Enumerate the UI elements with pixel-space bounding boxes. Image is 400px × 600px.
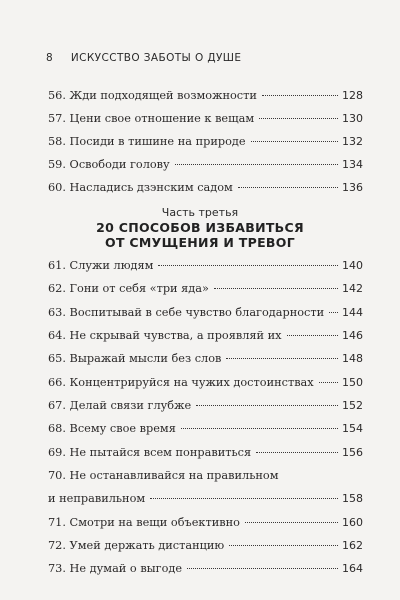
dot-leader <box>175 164 338 165</box>
toc-entry-page: 128 <box>342 89 363 102</box>
dot-leader <box>158 265 338 266</box>
running-title: ИСКУССТВО ЗАБОТЫ О ДУШЕ <box>70 52 242 64</box>
toc-entry <box>48 352 363 375</box>
toc-entry-title: 69. Не пытайся всем понравиться <box>48 445 252 459</box>
dot-leader <box>226 358 338 359</box>
dot-leader <box>214 288 338 289</box>
dot-leader <box>287 335 338 336</box>
toc-entry-title: 64. Не скрывай чувства, а проявляй их <box>48 329 282 343</box>
page-number: 8 <box>46 52 54 64</box>
toc-entry <box>48 181 363 204</box>
toc-entry-title: 59. Освободи голову <box>48 158 170 171</box>
toc-entry <box>48 469 363 492</box>
toc-entry <box>48 112 363 135</box>
dot-leader <box>245 522 338 523</box>
toc-entry <box>48 376 363 399</box>
dot-leader <box>187 568 338 569</box>
toc-entry <box>48 516 363 539</box>
dot-leader <box>329 312 338 313</box>
toc-entry-title: 68. Всему свое время <box>48 422 176 436</box>
part-title-line-2: ОТ СМУЩЕНИЯ И ТРЕВОГ <box>105 235 295 250</box>
dot-leader <box>262 95 338 96</box>
toc-entry-page: 154 <box>342 422 363 436</box>
toc-entry <box>48 259 363 282</box>
toc-entry-page: 136 <box>342 181 363 194</box>
toc-entry-page: 140 <box>342 259 363 272</box>
toc-entry-page: 150 <box>342 375 363 389</box>
dot-leader <box>150 498 338 499</box>
toc-entry-page: 130 <box>342 112 363 125</box>
dot-leader <box>229 545 338 546</box>
running-head <box>46 52 241 64</box>
part-label: Часть третья <box>161 206 239 219</box>
toc-entry-page: 134 <box>342 158 363 171</box>
dot-leader <box>238 187 338 188</box>
dot-leader <box>319 382 338 383</box>
dot-leader <box>181 428 338 429</box>
toc-entry-title: 63. Воспитывай в себе чувство благодарности <box>48 305 325 319</box>
toc-entry <box>48 446 363 469</box>
toc-entry-page: 164 <box>342 562 363 576</box>
toc-entry <box>48 492 363 515</box>
toc-entry-title: 56. Жди подходящей возможности <box>48 89 257 102</box>
toc-entry-title: 67. Делай связи глубже <box>48 399 192 413</box>
toc-entry-title: 65. Выражай мысли без слов <box>48 352 222 366</box>
toc-entry-page: 132 <box>342 135 363 148</box>
toc-entry-title: 66. Концентрируйся на чужих достоинствах <box>48 375 314 389</box>
toc-entry <box>48 562 363 585</box>
toc-entry-page: 144 <box>342 305 363 319</box>
toc-entry-page: 152 <box>342 399 363 413</box>
toc-entry-page: 142 <box>342 282 363 296</box>
part-title-line-1: 20 СПОСОБОВ ИЗБАВИТЬСЯ <box>96 220 304 235</box>
dot-leader <box>251 141 338 142</box>
dot-leader <box>259 118 338 119</box>
toc-entry <box>48 399 363 422</box>
toc-entry-title: 60. Насладись дзэнским садом <box>48 181 233 194</box>
toc-list-part-three <box>48 259 363 586</box>
toc-entry-page: 146 <box>342 329 363 343</box>
toc-entry-page: 156 <box>342 445 363 459</box>
toc-entry <box>48 282 363 305</box>
toc-entry-title: 71. Смотри на вещи объективно <box>48 515 240 529</box>
toc-entry-page: 148 <box>342 352 363 366</box>
toc-entry-page: 158 <box>342 492 363 506</box>
toc-entry-title: и неправильном <box>48 492 146 506</box>
toc-entry-title: 57. Цени свое отношение к вещам <box>48 112 255 125</box>
toc-entry <box>48 158 363 181</box>
dot-leader <box>196 405 338 406</box>
toc-entry <box>48 329 363 352</box>
toc-entry <box>48 422 363 445</box>
toc-entry-title: 73. Не думай о выгоде <box>48 562 183 576</box>
dot-leader <box>256 452 338 453</box>
toc-entry-title: 70. Не останавливайся на правильном <box>48 469 279 483</box>
toc-entry-title: 58. Посиди в тишине на природе <box>48 135 246 148</box>
toc-entry <box>48 135 363 158</box>
toc-entry-page: 162 <box>342 539 363 553</box>
toc-entry <box>48 539 363 562</box>
toc-entry-title: 72. Умей держать дистанцию <box>48 539 225 553</box>
toc-entry-title: 62. Гони от себя «три яда» <box>48 282 209 296</box>
toc-list-part-two-end <box>48 89 363 204</box>
toc-entry-title: 61. Служи людям <box>48 259 154 272</box>
part-heading <box>0 206 400 250</box>
toc-entry-page: 160 <box>342 515 363 529</box>
toc-entry <box>48 306 363 329</box>
toc-entry <box>48 89 363 112</box>
